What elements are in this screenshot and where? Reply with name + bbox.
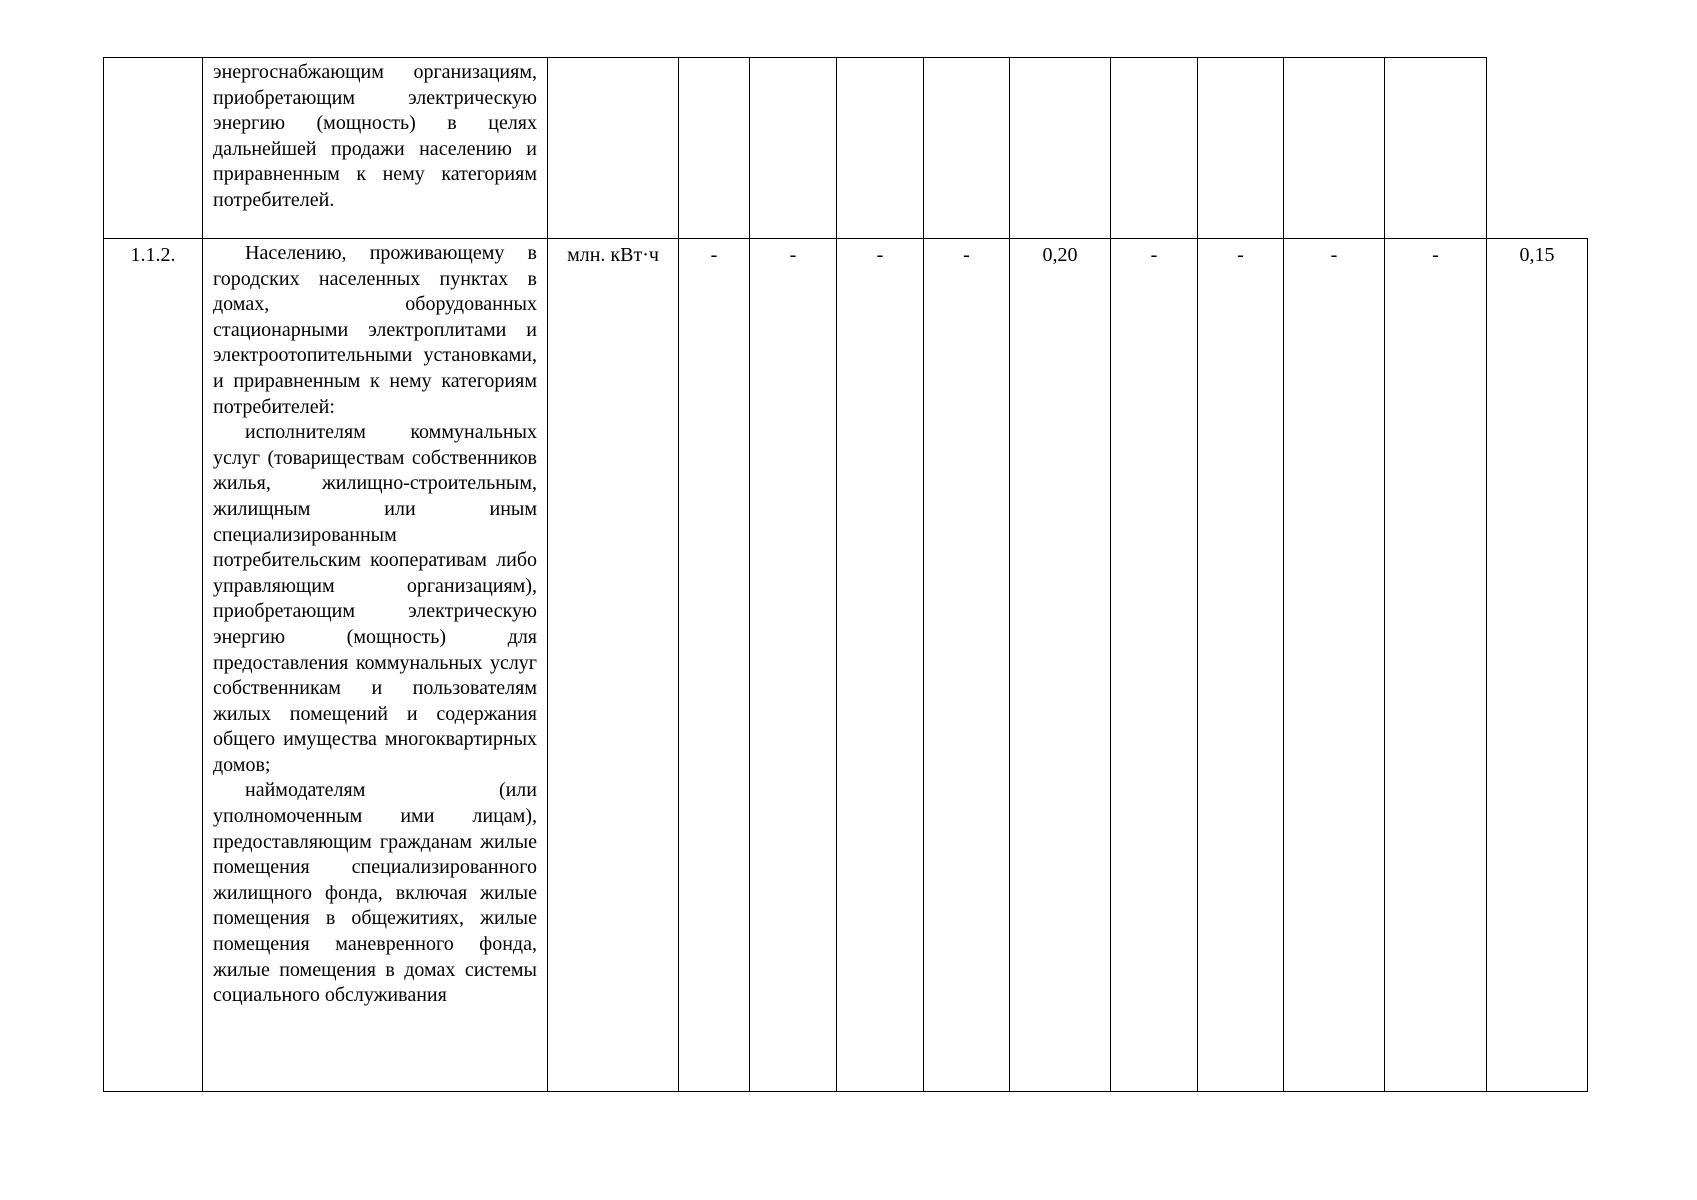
- row-unit: [548, 58, 679, 239]
- row-value: -: [924, 239, 1010, 1092]
- row-value: [1198, 58, 1284, 239]
- row-value: -: [750, 239, 837, 1092]
- row-value: [1010, 58, 1111, 239]
- row-value: [679, 58, 750, 239]
- row-number: 1.1.2.: [104, 239, 203, 1092]
- row-value: -: [1111, 239, 1198, 1092]
- row-value: -: [1284, 239, 1385, 1092]
- description-paragraph: энергоснабжающим организациям, приобретающим электрическую энергию (мощность) в целях дальнейшей продажи населению и приравненным к нему категориям потребителей.: [213, 61, 537, 211]
- row-value: [750, 58, 837, 239]
- row-value: -: [679, 239, 750, 1092]
- description-paragraph: Населению, проживающему в городских населенных пунктах в домах, оборудованных стационарными электроплитами и электроотопительными установками, и приравненным к нему категориям потребителей:: [213, 242, 537, 418]
- row-value: [1284, 58, 1385, 239]
- row-description: [203, 239, 548, 1092]
- row-number: [104, 58, 203, 239]
- row-unit: млн. кВт·ч: [548, 239, 679, 1092]
- row-description: [203, 58, 548, 239]
- row-value: -: [1198, 239, 1284, 1092]
- tariff-table: [103, 57, 1588, 1092]
- row-value: -: [1385, 239, 1487, 1092]
- row-value: [1111, 58, 1198, 239]
- description-paragraph: наймодателям (или уполномоченным ими лицам), предоставляющим гражданам жилые помещения специализированного жилищного фонда, включая жилые помещения в общежитиях, жилые помещения маневренного фонда, жилые помещения в домах системы социального обслуживания: [213, 779, 537, 1007]
- row-value: [837, 58, 924, 239]
- row-value: -: [837, 239, 924, 1092]
- table-row: [104, 239, 1588, 1092]
- description-paragraph: исполнителям коммунальных услуг (товариществам собственников жилья, жилищно-строительным, жилищным или иным специализированным потребительским кооперативам либо управляющим организациям), приобретающим электрическую энергию (мощность) для предоставления коммунальных услуг собственникам и пользователям жилых помещений и содержания общего имущества многоквартирных домов;: [213, 421, 537, 776]
- row-value: [1385, 58, 1487, 239]
- row-value: [924, 58, 1010, 239]
- row-value: 0,15: [1487, 239, 1588, 1092]
- row-value: 0,20: [1010, 239, 1111, 1092]
- table-row: [104, 58, 1588, 239]
